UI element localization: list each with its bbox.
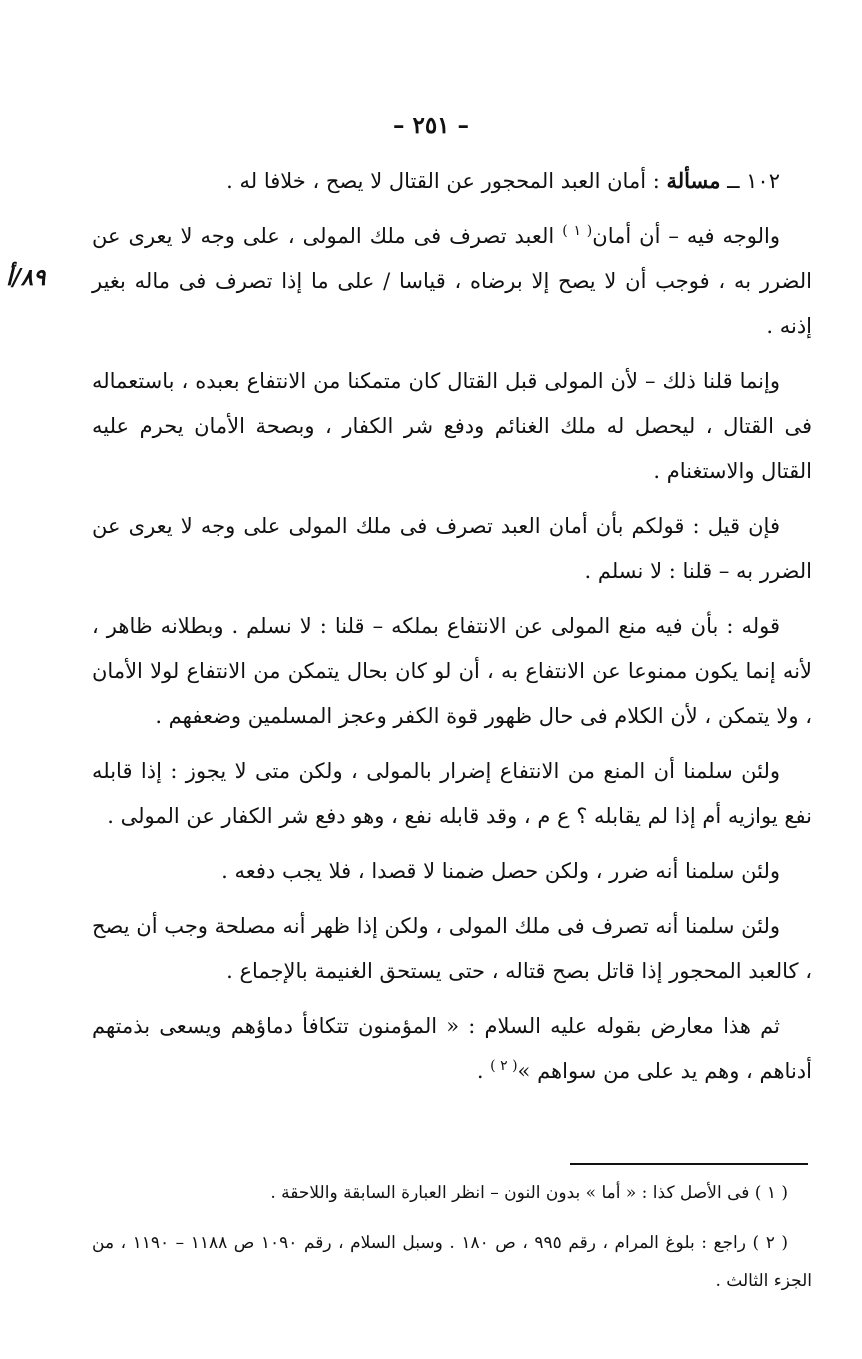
page-number: – ٢٥١ – [392, 112, 470, 139]
issue-label: مسألة [666, 168, 721, 193]
paragraph-counter-hadith [92, 1004, 812, 1094]
footnotes [92, 1174, 812, 1312]
paragraph-concession-1: ولئن سلمنا أن المنع من الانتفاع إضرار بالمولى ، ولكن متى لا يجوز : إذا قابله نفع يوازيه أم إذا لم يقابله ؟ ع م ، وقد قابله نفع ، وهو دفع شر الكفار عن المولى . [92, 759, 812, 828]
paragraph-text: العبد تصرف فى ملك المولى ، على وجه لا يعرى عن الضرر به ، فوجب أن لا يصح إلا برضاه ، قياسا / على ما إذا تصرف فى ماله بغير إذنه . [92, 224, 812, 338]
issue-statement: : أمان العبد المحجور عن القتال لا يصح ، خلافا له . [226, 169, 667, 193]
footnote-2: ( ٢ ) راجع : بلوغ المرام ، رقم ٩٩٥ ، ص ١٨٠ . وسبل السلام ، رقم ١٠٩٠ ص ١١٨٨ – ١١٩٠ ، من الجزء الثالث . [92, 1233, 812, 1291]
paragraph-text: والوجه فيه – أن أمان [592, 224, 780, 248]
paragraph-concession-2: ولئن سلمنا أنه ضرر ، ولكن حصل ضمنا لا قصدا ، فلا يجب دفعه . [221, 859, 780, 883]
paragraph-text: ثم هذا معارض بقوله عليه السلام : « المؤمنون تتكافأ دماؤهم ويسعى بذمتهم أدناهم ، وهم يد على من سواهم » [92, 1014, 812, 1083]
paragraph-concession-3: ولئن سلمنا أنه تصرف فى ملك المولى ، ولكن إذا ظهر أنه مصلحة وجب أن يصح ، كالعبد المحجور إذا قاتل بصح قتاله ، حتى يستحق الغنيمة بالإجماع . [91, 914, 812, 983]
margin-folio-note: ٨٩/أ [6, 264, 46, 291]
issue-number: ١٠٢ ــ [720, 169, 780, 193]
paragraph-reply: قوله : بأن فيه منع المولى عن الانتفاع بملكه – قلنا : لا نسلم . وبطلانه ظاهر ، لأنه إنما يكون ممنوعا عن الانتفاع به ، أن لو كان بحال يتمكن من الانتفاع لولا الأمان ، ولا يتمكن ، لأن الكلام فى حال ظهور قوة الكفر وعجز المسلمين وضعفهم . [92, 614, 812, 728]
paragraph-text: . [476, 1059, 491, 1083]
paragraph-reasoning [92, 214, 812, 349]
footnote-ref-2: ( ٢ ) [490, 1058, 518, 1074]
footnote-divider [570, 1163, 808, 1165]
paragraph-justification: وإنما قلنا ذلك – لأن المولى قبل القتال كان متمكنا من الانتفاع بعبده ، باستعماله فى القتال ، ليحصل له ملك الغنائم ودفع شر الكفار ، وبصحة الأمان يحرم عليه القتال والاستغنام . [92, 369, 812, 483]
paragraph-objection: فإن قيل : قولكم بأن أمان العبد تصرف فى ملك المولى على وجه لا يعرى عن الضرر به – قلنا : لا نسلم . [92, 514, 812, 583]
footnote-ref-1: ( ١ ) [562, 223, 593, 239]
paragraph-issue-heading [92, 158, 812, 204]
footnote-1: ( ١ ) فى الأصل كذا : « أما » بدون النون – انظر العبارة السابقة واللاحقة . [270, 1183, 788, 1203]
main-text [92, 158, 812, 1104]
